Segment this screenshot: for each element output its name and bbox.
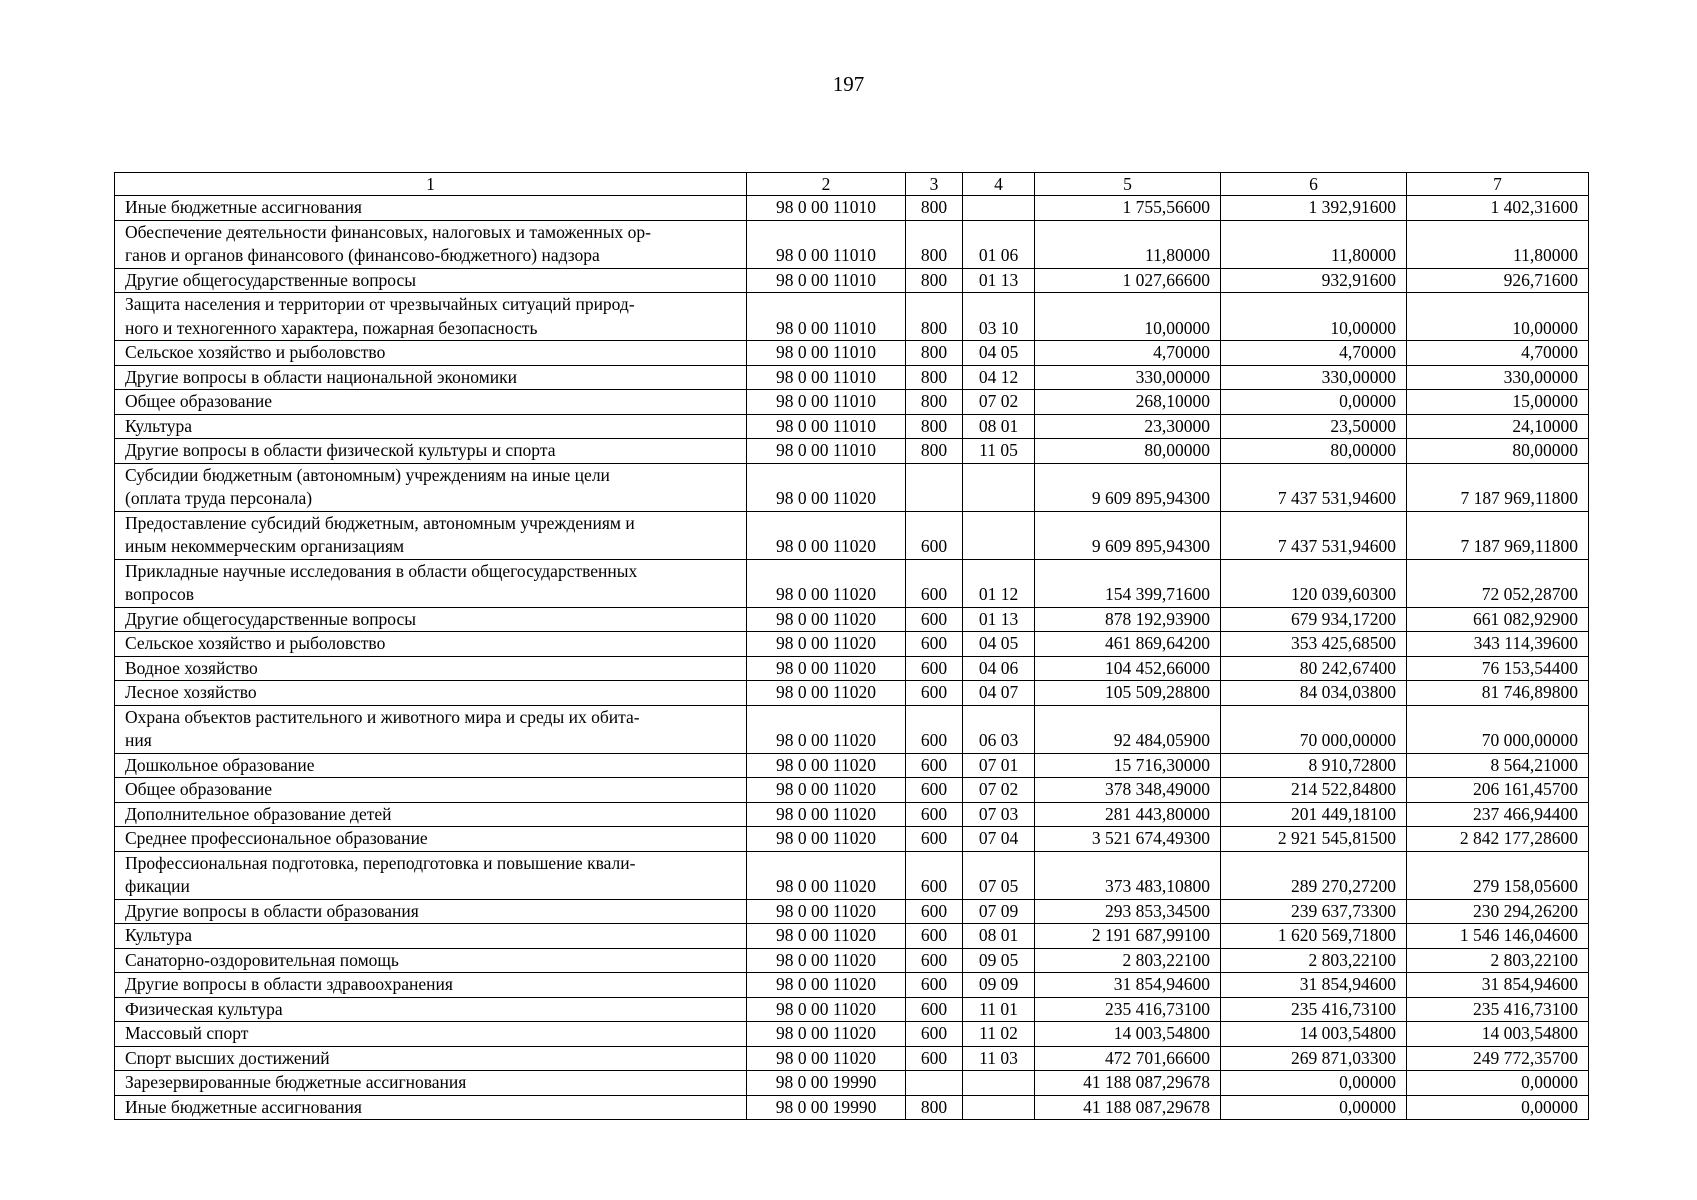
row-name-text: Спорт высших достижений [125, 1047, 330, 1068]
row-amount-6-cell: 1 392,91600 [1221, 196, 1407, 221]
row-name-cell [115, 973, 747, 998]
row-target-article-cell: 98 0 00 19990 [747, 1071, 906, 1096]
row-amount-5-cell: 31 854,94600 [1035, 973, 1221, 998]
row-name-text: Другие вопросы в области национальной экономики [125, 366, 517, 387]
row-amount-7-cell: 249 772,35700 [1407, 1046, 1589, 1071]
row-amount-5-cell: 105 509,28800 [1035, 681, 1221, 706]
row-amount-7-cell: 15,00000 [1407, 390, 1589, 415]
row-name-text: Другие общегосударственные вопросы [125, 269, 417, 290]
row-amount-6-cell: 7 437 531,94600 [1221, 511, 1407, 559]
row-target-article-cell: 98 0 00 11010 [747, 341, 906, 366]
row-name-cell [115, 753, 747, 778]
row-amount-6-cell: 7 437 531,94600 [1221, 463, 1407, 511]
row-section-cell [963, 196, 1035, 221]
row-expense-type-cell: 600 [906, 1046, 963, 1071]
row-section-cell [963, 1071, 1035, 1096]
row-amount-5-cell: 461 869,64200 [1035, 632, 1221, 657]
row-target-article-cell: 98 0 00 11020 [747, 753, 906, 778]
row-amount-7-cell: 70 000,00000 [1407, 705, 1589, 753]
row-name-text: Среднее профессиональное образование [125, 828, 428, 848]
row-name-text: Физическая культура [125, 998, 283, 1019]
row-name-text: Другие вопросы в области физической культуры и спорта [125, 440, 556, 460]
row-section-cell: 08 01 [963, 924, 1035, 949]
row-amount-5-cell: 2 803,22100 [1035, 948, 1221, 973]
row-name-cell [115, 851, 747, 899]
row-amount-7-cell: 279 158,05600 [1407, 851, 1589, 899]
row-section-cell [963, 1095, 1035, 1120]
row-name-cell [115, 511, 747, 559]
row-target-article-cell: 98 0 00 11010 [747, 196, 906, 221]
row-name-cell [115, 924, 747, 949]
row-section-cell: 01 12 [963, 559, 1035, 607]
row-name-text: Сельское хозяйство и рыболовство [125, 342, 386, 362]
row-amount-5-cell: 4,70000 [1035, 341, 1221, 366]
row-section-cell: 11 05 [963, 439, 1035, 464]
row-target-article-cell: 98 0 00 11010 [747, 268, 906, 293]
row-name-cell [115, 365, 747, 390]
row-target-article-cell: 98 0 00 11020 [747, 463, 906, 511]
row-section-cell: 06 03 [963, 705, 1035, 753]
row-amount-5-cell: 1 755,56600 [1035, 196, 1221, 221]
table-row [115, 268, 1589, 293]
row-name-text: Зарезервированные бюджетные ассигнования [125, 1072, 467, 1092]
row-section-cell [963, 463, 1035, 511]
row-amount-5-cell: 9 609 895,94300 [1035, 463, 1221, 511]
row-section-cell: 09 05 [963, 948, 1035, 973]
row-name-text: Предоставление субсидий бюджетным, автономным учреждениям и иным некоммерческим организациям [125, 512, 635, 556]
row-expense-type-cell: 600 [906, 1022, 963, 1047]
row-amount-5-cell: 293 853,34500 [1035, 899, 1221, 924]
row-amount-6-cell: 330,00000 [1221, 365, 1407, 390]
row-target-article-cell: 98 0 00 11020 [747, 924, 906, 949]
row-section-cell: 07 01 [963, 753, 1035, 778]
row-section-cell: 07 05 [963, 851, 1035, 899]
row-expense-type-cell: 600 [906, 973, 963, 998]
header-cell-6: 6 [1221, 173, 1407, 196]
row-amount-6-cell: 8 910,72800 [1221, 753, 1407, 778]
table-row [115, 827, 1589, 852]
row-target-article-cell: 98 0 00 11020 [747, 511, 906, 559]
row-expense-type-cell: 600 [906, 656, 963, 681]
row-expense-type-cell: 800 [906, 196, 963, 221]
header-cell-2: 2 [747, 173, 906, 196]
row-name-text: Иные бюджетные ассигнования [125, 1096, 362, 1117]
row-section-cell: 11 03 [963, 1046, 1035, 1071]
row-amount-7-cell: 206 161,45700 [1407, 778, 1589, 803]
row-expense-type-cell: 600 [906, 948, 963, 973]
row-expense-type-cell: 600 [906, 899, 963, 924]
table-row [115, 948, 1589, 973]
row-section-cell: 04 05 [963, 341, 1035, 366]
row-amount-6-cell: 80 242,67400 [1221, 656, 1407, 681]
row-amount-6-cell: 14 003,54800 [1221, 1022, 1407, 1047]
row-name-text: Культура [125, 415, 193, 436]
row-target-article-cell: 98 0 00 11010 [747, 365, 906, 390]
table-row [115, 681, 1589, 706]
row-amount-6-cell: 0,00000 [1221, 1071, 1407, 1096]
row-amount-6-cell: 2 803,22100 [1221, 948, 1407, 973]
table-row [115, 851, 1589, 899]
row-amount-5-cell: 281 443,80000 [1035, 802, 1221, 827]
row-amount-7-cell: 2 842 177,28600 [1407, 827, 1589, 852]
row-name-text: Санаторно-оздоровительная помощь [125, 949, 399, 970]
row-target-article-cell: 98 0 00 19990 [747, 1095, 906, 1120]
row-expense-type-cell: 800 [906, 220, 963, 268]
row-name-text: Другие вопросы в области образования [125, 900, 419, 921]
row-target-article-cell: 98 0 00 11020 [747, 632, 906, 657]
row-expense-type-cell: 600 [906, 802, 963, 827]
row-target-article-cell: 98 0 00 11010 [747, 414, 906, 439]
row-name-cell [115, 802, 747, 827]
header-cell-4: 4 [963, 173, 1035, 196]
row-expense-type-cell: 600 [906, 681, 963, 706]
row-section-cell: 07 02 [963, 390, 1035, 415]
row-amount-7-cell: 8 564,21000 [1407, 753, 1589, 778]
table-row [115, 899, 1589, 924]
row-amount-6-cell: 11,80000 [1221, 220, 1407, 268]
row-amount-5-cell: 330,00000 [1035, 365, 1221, 390]
row-amount-7-cell: 31 854,94600 [1407, 973, 1589, 998]
table-header-row [115, 173, 1589, 196]
row-amount-6-cell: 239 637,73300 [1221, 899, 1407, 924]
row-target-article-cell: 98 0 00 11020 [747, 1046, 906, 1071]
table-row [115, 753, 1589, 778]
row-section-cell: 01 13 [963, 268, 1035, 293]
row-expense-type-cell: 600 [906, 607, 963, 632]
row-amount-5-cell: 268,10000 [1035, 390, 1221, 415]
table-row [115, 924, 1589, 949]
row-amount-7-cell: 7 187 969,11800 [1407, 463, 1589, 511]
row-amount-7-cell: 10,00000 [1407, 293, 1589, 341]
table-row [115, 802, 1589, 827]
row-amount-7-cell: 230 294,26200 [1407, 899, 1589, 924]
table-row [115, 1071, 1589, 1096]
row-amount-6-cell: 235 416,73100 [1221, 997, 1407, 1022]
row-name-text: Массовый спорт [125, 1023, 249, 1043]
row-section-cell: 07 03 [963, 802, 1035, 827]
row-target-article-cell: 98 0 00 11020 [747, 559, 906, 607]
row-name-cell [115, 559, 747, 607]
row-expense-type-cell: 800 [906, 293, 963, 341]
row-name-cell [115, 1095, 747, 1120]
header-cell-5: 5 [1035, 173, 1221, 196]
row-section-cell: 01 06 [963, 220, 1035, 268]
row-amount-7-cell: 72 052,28700 [1407, 559, 1589, 607]
row-amount-5-cell: 14 003,54800 [1035, 1022, 1221, 1047]
row-section-cell: 01 13 [963, 607, 1035, 632]
row-name-cell [115, 341, 747, 366]
row-name-cell [115, 1071, 747, 1096]
row-amount-6-cell: 0,00000 [1221, 1095, 1407, 1120]
table-row [115, 607, 1589, 632]
row-name-cell [115, 414, 747, 439]
table-row [115, 196, 1589, 221]
row-name-cell [115, 196, 747, 221]
row-target-article-cell: 98 0 00 11020 [747, 607, 906, 632]
row-amount-6-cell: 289 270,27200 [1221, 851, 1407, 899]
row-amount-5-cell: 10,00000 [1035, 293, 1221, 341]
row-name-text: Субсидии бюджетным (автономным) учреждениям на иные цели (оплата труда персонала) [125, 464, 610, 508]
header-cell-3: 3 [906, 173, 963, 196]
row-name-text: Культура [125, 925, 193, 945]
row-expense-type-cell: 800 [906, 341, 963, 366]
row-amount-5-cell: 11,80000 [1035, 220, 1221, 268]
row-amount-5-cell: 3 521 674,49300 [1035, 827, 1221, 852]
row-amount-7-cell: 7 187 969,11800 [1407, 511, 1589, 559]
row-amount-7-cell: 14 003,54800 [1407, 1022, 1589, 1047]
row-expense-type-cell: 600 [906, 924, 963, 949]
row-amount-5-cell: 1 027,66600 [1035, 268, 1221, 293]
row-amount-5-cell: 9 609 895,94300 [1035, 511, 1221, 559]
row-name-cell [115, 899, 747, 924]
row-section-cell: 08 01 [963, 414, 1035, 439]
row-section-cell [963, 511, 1035, 559]
row-amount-6-cell: 70 000,00000 [1221, 705, 1407, 753]
row-section-cell: 04 05 [963, 632, 1035, 657]
row-amount-5-cell: 472 701,66600 [1035, 1046, 1221, 1071]
row-target-article-cell: 98 0 00 11020 [747, 948, 906, 973]
row-amount-6-cell: 0,00000 [1221, 390, 1407, 415]
row-amount-5-cell: 92 484,05900 [1035, 705, 1221, 753]
row-target-article-cell: 98 0 00 11010 [747, 439, 906, 464]
row-name-text: Дошкольное образование [125, 754, 315, 775]
row-target-article-cell: 98 0 00 11010 [747, 390, 906, 415]
row-name-cell [115, 1022, 747, 1047]
row-name-text: Другие вопросы в области здравоохранения [125, 974, 453, 994]
table-row [115, 1022, 1589, 1047]
row-amount-6-cell: 679 934,17200 [1221, 607, 1407, 632]
row-amount-7-cell: 76 153,54400 [1407, 656, 1589, 681]
row-name-cell [115, 293, 747, 341]
row-expense-type-cell: 600 [906, 705, 963, 753]
row-name-cell [115, 827, 747, 852]
table-row [115, 559, 1589, 607]
row-amount-7-cell: 0,00000 [1407, 1071, 1589, 1096]
row-target-article-cell: 98 0 00 11020 [747, 973, 906, 998]
row-amount-5-cell: 373 483,10800 [1035, 851, 1221, 899]
row-amount-7-cell: 330,00000 [1407, 365, 1589, 390]
row-name-cell [115, 220, 747, 268]
row-amount-7-cell: 235 416,73100 [1407, 997, 1589, 1022]
row-name-text: Иные бюджетные ассигнования [125, 197, 362, 217]
row-target-article-cell: 98 0 00 11020 [747, 778, 906, 803]
header-cell-1: 1 [115, 173, 747, 196]
row-name-cell [115, 778, 747, 803]
row-amount-6-cell: 4,70000 [1221, 341, 1407, 366]
table-row [115, 220, 1589, 268]
row-name-cell [115, 268, 747, 293]
row-amount-5-cell: 15 716,30000 [1035, 753, 1221, 778]
row-target-article-cell: 98 0 00 11020 [747, 851, 906, 899]
row-amount-7-cell: 80,00000 [1407, 439, 1589, 464]
row-amount-6-cell: 2 921 545,81500 [1221, 827, 1407, 852]
row-expense-type-cell: 600 [906, 778, 963, 803]
row-amount-7-cell: 926,71600 [1407, 268, 1589, 293]
row-amount-6-cell: 80,00000 [1221, 439, 1407, 464]
row-name-text: Охрана объектов растительного и животного мира и среды их обита- ния [125, 706, 640, 750]
row-name-cell [115, 681, 747, 706]
table-row [115, 463, 1589, 511]
row-name-cell [115, 463, 747, 511]
table-row [115, 365, 1589, 390]
row-section-cell: 07 04 [963, 827, 1035, 852]
row-name-text: Водное хозяйство [125, 657, 258, 678]
row-section-cell: 03 10 [963, 293, 1035, 341]
row-target-article-cell: 98 0 00 11020 [747, 997, 906, 1022]
row-amount-5-cell: 41 188 087,29678 [1035, 1095, 1221, 1120]
row-name-text: Общее образование [125, 391, 272, 411]
row-amount-6-cell: 932,91600 [1221, 268, 1407, 293]
table-row [115, 414, 1589, 439]
table-row [115, 705, 1589, 753]
row-amount-7-cell: 237 466,94400 [1407, 802, 1589, 827]
row-name-text: Сельское хозяйство и рыболовство [125, 633, 386, 653]
row-name-text: Дополнительное образование детей [125, 803, 392, 824]
table-row [115, 341, 1589, 366]
table-row [115, 632, 1589, 657]
row-expense-type-cell: 600 [906, 753, 963, 778]
row-amount-5-cell: 104 452,66000 [1035, 656, 1221, 681]
row-section-cell: 04 06 [963, 656, 1035, 681]
row-amount-7-cell: 1 546 146,04600 [1407, 924, 1589, 949]
row-target-article-cell: 98 0 00 11020 [747, 827, 906, 852]
row-expense-type-cell: 800 [906, 390, 963, 415]
row-section-cell: 09 09 [963, 973, 1035, 998]
row-amount-6-cell: 120 039,60300 [1221, 559, 1407, 607]
table-row [115, 390, 1589, 415]
row-amount-7-cell: 81 746,89800 [1407, 681, 1589, 706]
row-amount-5-cell: 41 188 087,29678 [1035, 1071, 1221, 1096]
row-amount-6-cell: 31 854,94600 [1221, 973, 1407, 998]
page-number: 197 [832, 72, 865, 96]
row-target-article-cell: 98 0 00 11020 [747, 1022, 906, 1047]
row-expense-type-cell [906, 1071, 963, 1096]
row-amount-7-cell: 2 803,22100 [1407, 948, 1589, 973]
row-name-text: Общее образование [125, 779, 272, 799]
row-expense-type-cell: 600 [906, 997, 963, 1022]
row-amount-5-cell: 154 399,71600 [1035, 559, 1221, 607]
row-target-article-cell: 98 0 00 11020 [747, 899, 906, 924]
row-expense-type-cell: 600 [906, 851, 963, 899]
row-target-article-cell: 98 0 00 11010 [747, 220, 906, 268]
row-amount-7-cell: 661 082,92900 [1407, 607, 1589, 632]
row-section-cell: 11 02 [963, 1022, 1035, 1047]
row-section-cell: 07 02 [963, 778, 1035, 803]
row-expense-type-cell: 600 [906, 632, 963, 657]
row-expense-type-cell: 800 [906, 1095, 963, 1120]
row-section-cell: 04 07 [963, 681, 1035, 706]
row-name-cell [115, 390, 747, 415]
row-amount-6-cell: 23,50000 [1221, 414, 1407, 439]
row-target-article-cell: 98 0 00 11010 [747, 293, 906, 341]
row-name-text: Лесное хозяйство [125, 682, 257, 702]
row-amount-6-cell: 84 034,03800 [1221, 681, 1407, 706]
row-amount-7-cell: 343 114,39600 [1407, 632, 1589, 657]
row-amount-6-cell: 1 620 569,71800 [1221, 924, 1407, 949]
row-expense-type-cell: 800 [906, 414, 963, 439]
row-amount-5-cell: 878 192,93900 [1035, 607, 1221, 632]
table-row [115, 997, 1589, 1022]
row-amount-5-cell: 23,30000 [1035, 414, 1221, 439]
row-target-article-cell: 98 0 00 11020 [747, 656, 906, 681]
row-amount-5-cell: 235 416,73100 [1035, 997, 1221, 1022]
header-cell-7: 7 [1407, 173, 1589, 196]
row-target-article-cell: 98 0 00 11020 [747, 802, 906, 827]
row-section-cell: 07 09 [963, 899, 1035, 924]
row-name-text: Прикладные научные исследования в области общегосударственных вопросов [125, 560, 638, 604]
table-row [115, 778, 1589, 803]
row-amount-6-cell: 269 871,03300 [1221, 1046, 1407, 1071]
row-name-text: Защита населения и территории от чрезвычайных ситуаций природ- ного и техногенного характера, пожарная безопасность [125, 294, 635, 338]
table-row [115, 511, 1589, 559]
row-amount-6-cell: 214 522,84800 [1221, 778, 1407, 803]
row-amount-5-cell: 2 191 687,99100 [1035, 924, 1221, 949]
row-name-cell [115, 656, 747, 681]
row-amount-7-cell: 4,70000 [1407, 341, 1589, 366]
table-row [115, 973, 1589, 998]
row-section-cell: 11 01 [963, 997, 1035, 1022]
row-name-cell [115, 632, 747, 657]
row-amount-5-cell: 378 348,49000 [1035, 778, 1221, 803]
table-row [115, 439, 1589, 464]
row-name-cell [115, 997, 747, 1022]
row-name-cell [115, 607, 747, 632]
row-name-text: Другие общегосударственные вопросы [125, 608, 417, 629]
row-amount-6-cell: 10,00000 [1221, 293, 1407, 341]
table-row [115, 1046, 1589, 1071]
row-expense-type-cell: 800 [906, 439, 963, 464]
row-expense-type-cell: 600 [906, 559, 963, 607]
row-amount-7-cell: 0,00000 [1407, 1095, 1589, 1120]
budget-table [114, 172, 1589, 1120]
row-target-article-cell: 98 0 00 11020 [747, 681, 906, 706]
table-row [115, 1095, 1589, 1120]
row-name-cell [115, 439, 747, 464]
table-body [115, 173, 1589, 1120]
row-amount-6-cell: 353 425,68500 [1221, 632, 1407, 657]
row-expense-type-cell: 600 [906, 827, 963, 852]
row-name-text: Профессиональная подготовка, переподготовка и повышение квали- фикации [125, 852, 636, 896]
row-name-cell [115, 948, 747, 973]
row-name-cell [115, 1046, 747, 1071]
row-expense-type-cell: 800 [906, 268, 963, 293]
row-section-cell: 04 12 [963, 365, 1035, 390]
row-expense-type-cell: 600 [906, 511, 963, 559]
row-amount-5-cell: 80,00000 [1035, 439, 1221, 464]
table-row [115, 293, 1589, 341]
row-amount-6-cell: 201 449,18100 [1221, 802, 1407, 827]
row-name-text: Обеспечение деятельности финансовых, налоговых и таможенных ор- ганов и органов финансового (финансово-бюджетного) надзора [125, 221, 651, 265]
row-amount-7-cell: 1 402,31600 [1407, 196, 1589, 221]
row-amount-7-cell: 11,80000 [1407, 220, 1589, 268]
row-expense-type-cell: 800 [906, 365, 963, 390]
row-expense-type-cell [906, 463, 963, 511]
row-amount-7-cell: 24,10000 [1407, 414, 1589, 439]
row-target-article-cell: 98 0 00 11020 [747, 705, 906, 753]
table-row [115, 656, 1589, 681]
row-name-cell [115, 705, 747, 753]
